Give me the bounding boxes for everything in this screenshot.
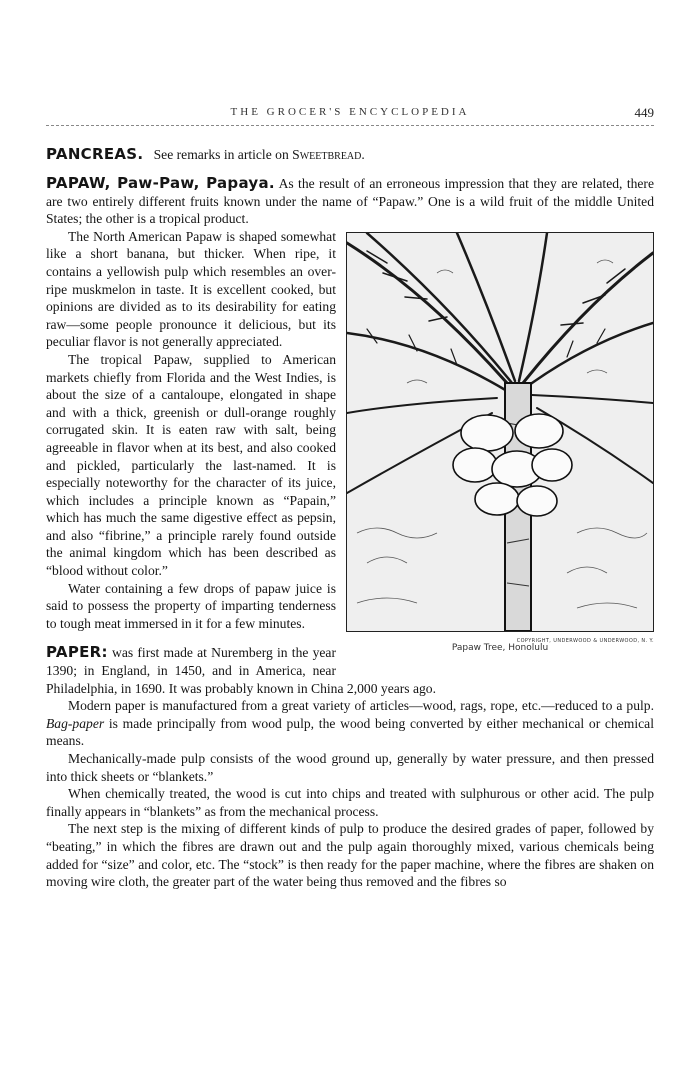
header-rule <box>46 125 654 126</box>
papaw-tree-photo <box>346 232 654 632</box>
running-title: THE GROCER'S ENCYCLOPEDIA <box>230 106 470 118</box>
papaw-paragraph-2: The North American Papaw is shaped somewhat like a short banana, but thicker. When ripe, it contains a yellowish pulp which resembles an over-ripe muskmelon in taste. It is excellent cooked, but opinions are divided as to its desirability for eating raw—some people pronounce it delicious, but its peculiar flavor is not generally appreciated. <box>46 228 336 350</box>
paper-paragraph-2: Modern paper is manufactured from a great variety of articles—wood, rags, rope, etc.—reduced to a pulp. Bag-paper is made principally from wood pulp, the wood being converted by either mechanical or chemical means. <box>46 698 654 749</box>
bag-paper-term: Bag-paper <box>46 715 105 731</box>
photo-credit: COPYRIGHT, UNDERWOOD & UNDERWOOD, N. Y. <box>516 637 654 644</box>
paper-paragraph-4: When chemically treated, the wood is cut into chips and treated with sulphurous or other acid. The pulp finally appears in “blankets” as from the mechanical process. <box>46 786 654 819</box>
entry-heading-papaw: PAPAW, Paw-Paw, Papaya. <box>46 174 275 192</box>
papaw-paragraph-1: PAPAW, Paw-Paw, Papaya. As the result of an erroneous impression that they are related, there are two entirely different fruits known under the name of “Papaw.” One is a wild fruit of the middle United States; the other is a tropical product. <box>46 174 654 227</box>
running-head <box>46 106 654 126</box>
page-number: 449 <box>634 105 654 120</box>
papaw-tree-illustration <box>347 233 653 631</box>
entry-pancreas <box>46 146 654 164</box>
entry-heading-pancreas: PANCREAS. <box>46 145 144 163</box>
papaw-paragraph-3: The tropical Papaw, supplied to American markets chiefly from Florida and the West Indies, is about the size of a cantaloupe, elongated in shape and with a thick, greenish or dull-orange roughly corrugated skin. It is eaten raw with salt, being agreeable in flavor when at its best, and also cooked and pickled, particularly the last-named. It is especially noteworthy for the character of its juice, which includes a principle known as “Papain,” which has much the same digestive effect as pepsin, and also “fibrine,” a principle rarely found outside the animal kingdom which has been described as “blood without color.” <box>46 351 336 579</box>
figure-papaw-tree <box>346 232 654 662</box>
entry-papaw <box>46 175 654 891</box>
paper-paragraph-1: PAPER: was first made at Nuremberg in the year 1390; in England, in 1450, and in America, near Philadelphia, in 1690. It was probably known in China 2,000 years ago. <box>46 643 437 696</box>
papaw-paragraph-4: Water containing a few drops of papaw juice is said to possess the property of imparting tenderness to tough meat immersed in it for a few minutes. <box>46 580 336 631</box>
entry-heading-paper: PAPER: <box>46 643 108 662</box>
pancreas-text: See remarks in article on <box>153 147 289 162</box>
paper-paragraph-5: The next step is the mixing of different kinds of pulp to produce the desired grades of paper, followed by “beating,” in which the fibres are drawn out and the pulp again thoroughly mixed, various chemicals being added for “size” and color, etc. The “stock” is then ready for the paper machine, where the fibres are shaken on moving wire cloth, the greater part of the water being thus removed and the fibres so <box>46 821 654 890</box>
paper-paragraph-3: Mechanically-made pulp consists of the wood ground up, generally by water pressure, and then pressed into thick sheets or “blankets.” <box>46 751 654 784</box>
figure-caption: Papaw Tree, Honolulu <box>451 642 549 653</box>
cross-reference-sweetbread: Sweetbread. <box>292 147 365 162</box>
